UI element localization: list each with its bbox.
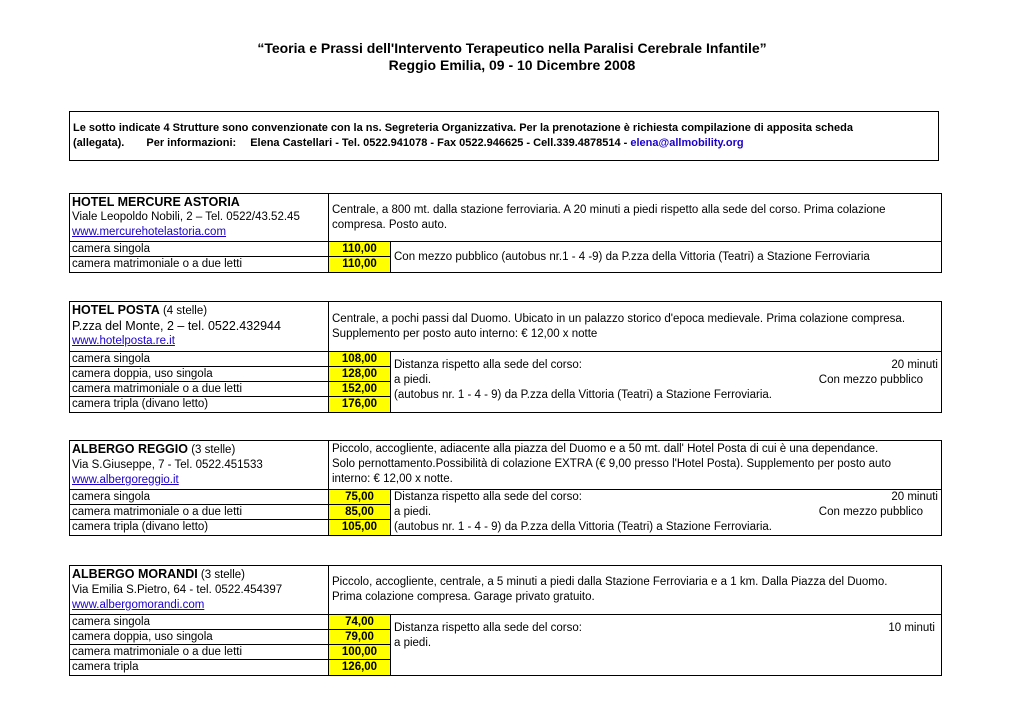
hotel-address: Via Emilia S.Pietro, 64 - tel. 0522.454397 (72, 584, 283, 596)
room-price: 85,00 (329, 505, 390, 520)
room-type: camera doppia, uso singola (70, 630, 328, 645)
hotel-name: HOTEL POSTA (72, 303, 160, 317)
intro-allegata: (allegata). (73, 137, 125, 149)
hotel-name: ALBERGO REGGIO (72, 442, 188, 456)
room-price: 110,00 (329, 242, 390, 257)
hotel-notes (391, 615, 941, 675)
hotel-info (70, 566, 329, 614)
description-line: Supplemento per posto auto interno: € 12,00 x notte (332, 327, 598, 340)
albergo-morandi (69, 565, 942, 676)
intro-line-2 (73, 136, 935, 151)
room-price: 74,00 (329, 615, 390, 630)
room-price: 79,00 (329, 630, 390, 645)
distance-value: 20 minuti (891, 359, 938, 371)
room-price: 128,00 (329, 367, 390, 382)
hotel-notes: Con mezzo pubblico (autobus nr.1 - 4 -9) da P.zza della Vittoria (Teatri) a Stazione Ferroviaria (394, 250, 870, 263)
room-type: camera tripla (divano letto) (72, 521, 209, 533)
room-type: camera matrimoniale o a due letti (70, 505, 328, 520)
transport-text: Con mezzo pubblico (818, 506, 923, 518)
hotel-name: HOTEL MERCURE ASTORIA (72, 195, 240, 209)
walk-text: a piedi. (394, 506, 432, 518)
room-type: camera singola (70, 490, 328, 505)
room-price: 176,00 (329, 397, 390, 412)
hotel-info (70, 441, 329, 489)
room-price: 126,00 (329, 660, 390, 675)
hotel-description (329, 441, 941, 489)
description-line: Piccolo, accogliente, centrale, a 5 minuti a piedi dalla Stazione Ferroviaria e a 1 km. Dalla Piazza del Duomo. (332, 576, 888, 588)
hotel-website-link[interactable]: www.mercurehotelastoria.com (72, 226, 227, 238)
intro-box (69, 111, 939, 161)
room-type: camera tripla (divano letto) (72, 398, 209, 410)
hotel-info (70, 194, 329, 241)
room-type: camera singola (70, 352, 328, 367)
description-line: Prima colazione compresa. Garage privato gratuito. (332, 591, 595, 603)
hotel-stars: (4 stelle) (162, 305, 208, 317)
hotel-address: Viale Leopoldo Nobili, 2 – Tel. 0522/43.52.45 (72, 211, 300, 223)
room-price: 105,00 (329, 520, 390, 535)
intro-info-label: Per informazioni: (146, 137, 237, 149)
distance-label: Distanza rispetto alla sede del corso: (394, 491, 582, 503)
hotel-website-link[interactable]: www.albergoreggio.it (72, 474, 179, 486)
room-type: camera matrimoniale o a due letti (70, 645, 328, 660)
intro-line-1: Le sotto indicate 4 Strutture sono convenzionate con la ns. Segreteria Organizzativa. Per la prenotazione è richiesta compilazione di apposita scheda (73, 122, 853, 134)
intro-contact: Elena Castellari - Tel. 0522.941078 - Fax 0522.946625 - Cell.339.4878514 - (250, 137, 628, 149)
room-type: camera singola (70, 242, 328, 257)
hotel-website-link[interactable]: www.albergomorandi.com (72, 599, 205, 611)
transport-text: Con mezzo pubblico (818, 374, 923, 386)
albergo-reggio (69, 440, 942, 536)
title-line-1: “Teoria e Prassi dell'Intervento Terapeutico nella Paralisi Cerebrale Infantile” (257, 40, 767, 56)
room-type: camera tripla (72, 661, 139, 673)
room-price: 100,00 (329, 645, 390, 660)
description-line: Solo pernottamento.Possibilità di colazione EXTRA (€ 9,00 presso l'Hotel Posta). Supplemento per posto auto (332, 458, 891, 470)
room-price: 108,00 (329, 352, 390, 367)
title-line-2: Reggio Emilia, 09 - 10 Dicembre 2008 (388, 57, 636, 73)
hotel-mercure-astoria (69, 193, 942, 273)
hotel-description: Centrale, a 800 mt. dalla stazione ferroviaria. A 20 minuti a piedi rispetto alla sede del corso. Prima colazione compresa. Posto auto. (332, 203, 886, 231)
room-type: camera matrimoniale o a due letti (72, 258, 243, 270)
hotel-website-link[interactable]: www.hotelposta.re.it (72, 335, 175, 347)
description-line: interno: € 12,00 x notte. (332, 473, 453, 485)
hotel-posta (69, 301, 942, 413)
description-line: Centrale, a pochi passi dal Duomo. Ubicato in un palazzo storico d'epoca medievale. Prima colazione compresa. (332, 312, 906, 325)
bus-text: (autobus nr. 1 - 4 - 9) da P.zza della Vittoria (Teatri) a Stazione Ferroviaria. (394, 521, 772, 533)
room-price: 152,00 (329, 382, 390, 397)
hotel-address: Via S.Giuseppe, 7 - Tel. 0522.451533 (72, 459, 263, 471)
hotel-notes (391, 352, 941, 412)
room-type: camera singola (70, 615, 328, 630)
document-title (0, 40, 1024, 74)
hotel-stars: (3 stelle) (200, 569, 246, 581)
hotel-name: ALBERGO MORANDI (72, 567, 198, 581)
distance-value: 20 minuti (891, 491, 938, 503)
room-type: camera doppia, uso singola (70, 367, 328, 382)
hotel-notes (391, 490, 941, 535)
bus-text: (autobus nr. 1 - 4 - 9) da P.zza della Vittoria (Teatri) a Stazione Ferroviaria. (394, 389, 772, 401)
walk-text: a piedi. (394, 374, 432, 386)
room-price: 75,00 (329, 490, 390, 505)
hotel-stars: (3 stelle) (191, 444, 236, 456)
contact-email-link[interactable]: elena@allmobility.org (630, 137, 744, 149)
room-price: 110,00 (329, 257, 390, 272)
distance-label: Distanza rispetto alla sede del corso: (394, 622, 582, 634)
distance-value: 10 minuti (888, 622, 935, 634)
room-type: camera matrimoniale o a due letti (70, 382, 328, 397)
hotel-description (329, 302, 941, 351)
hotel-description (329, 566, 941, 614)
walk-text: a piedi. (394, 637, 432, 649)
hotel-info (70, 302, 329, 351)
description-line: Piccolo, accogliente, adiacente alla piazza del Duomo e a 50 mt. dall' Hotel Posta di cui è una dependance. (332, 443, 879, 455)
hotel-address: P.zza del Monte, 2 – tel. 0522.432944 (72, 319, 281, 333)
distance-label: Distanza rispetto alla sede del corso: (394, 359, 582, 371)
